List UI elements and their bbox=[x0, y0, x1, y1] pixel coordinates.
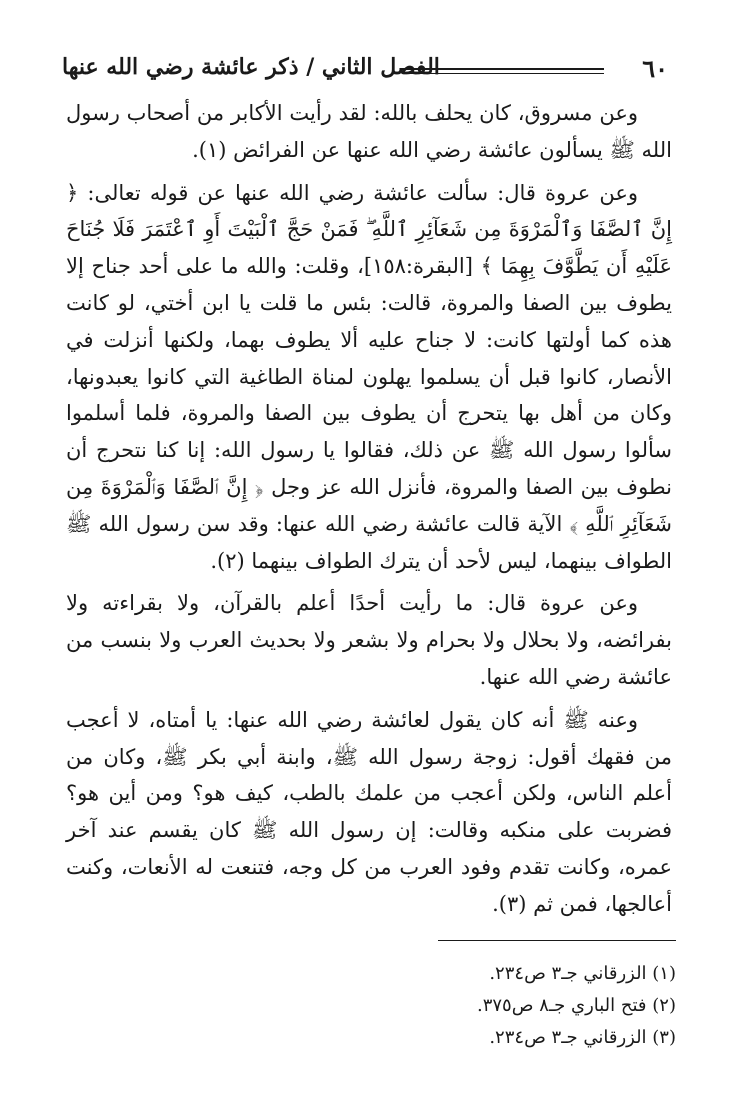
footnote-1: (١) الزرقاني جـ٣ ص٢٣٤. bbox=[489, 963, 676, 984]
footnote-divider bbox=[438, 940, 676, 941]
page-number: ٦٠ bbox=[642, 54, 668, 83]
paragraph-urwa-safa-marwa: وعن عروة قال: سألت عائشة رضي الله عنها عن قوله تعالى: ﴿ إِنَّ ٱلصَّفَا وَٱلْمَرْوَةَ مِن شَعَآئِرِ ٱللَّهِ ۖ فَمَنْ حَجَّ ٱلْبَيْتَ أَوِ ٱعْتَمَرَ فَلَا جُنَاحَ عَلَيْهِ أَن يَطَّوَّفَ بِهِمَا ﴾ [البقرة:١٥٨]، وقلت: والله ما على أحد جناح إلا يطوف بين الصفا والمروة، قالت: بئس ما قلت يا ابن أختي، لو كانت هذه كما أولتها كانت: لا جناح عليه ألا يطوف بهما، ولكنها أنزلت في الأنصار، كانوا قبل أن يسلموا يهلون لمناة الطاغية التي كانوا يعبدونها، وكان من أهل بها يتحرج أن يطوف بين الصفا والمروة، فلما أسلموا سألوا رسول الله ﷺ عن ذلك، فقالوا يا رسول الله: إنا كنا نتحرج أن نطوف بين الصفا والمروة، فأنزل الله عز وجل ﴿ إِنَّ ٱلصَّفَا وَٱلْمَرْوَةَ مِن شَعَآئِرِ ٱللَّهِ ﴾ الآية قالت عائشة رضي الله عنها: وقد سن رسول الله ﷺ الطواف بينهما، ليس لأحد أن يترك الطواف بينهما (٢). bbox=[66, 180, 672, 573]
footnote-2: (٢) فتح الباري جـ٨ ص٣٧٥. bbox=[476, 995, 676, 1016]
chapter-title: الفصل الثاني / ذكر عائشة رضي الله عنها bbox=[62, 54, 440, 80]
page-header bbox=[62, 52, 676, 92]
footnotes bbox=[156, 958, 676, 1054]
paragraph-medicine: وعنه ﷺ أنه كان يقول لعائشة رضي الله عنها: يا أمتاه، لا أعجب من فقهك أقول: زوجة رسول الله ﷺ، وابنة أبي بكر ﷺ، وكان من أعلم الناس، ولكن أعجب من علمك بالطب، كيف هو؟ ومن أين هو؟ فضربت على منكبه وقالت: إن رسول الله ﷺ كان يقسم عند آخر عمره، وكانت تقدم وفود العرب من كل وجه، فتنعت له الأنعات، وكنت أعالجها، فمن ثم (٣). bbox=[66, 707, 672, 916]
paragraph-urwa-knowledge: وعن عروة قال: ما رأيت أحدًا أعلم بالقرآن، ولا بقراءته ولا بفرائضه، ولا بحلال ولا بحرام ولا بشعر ولا بحديث العرب ولا بنسب من عائشة رضي الله عنها. bbox=[66, 591, 672, 689]
body-text bbox=[66, 95, 672, 929]
paragraph-masruq: وعن مسروق، كان يحلف بالله: لقد رأيت الأكابر من أصحاب رسول الله ﷺ يسألون عائشة رضي الله عنها عن الفرائض (١). bbox=[66, 101, 672, 162]
footnote-3: (٣) الزرقاني جـ٣ ص٢٣٤. bbox=[489, 1027, 676, 1048]
